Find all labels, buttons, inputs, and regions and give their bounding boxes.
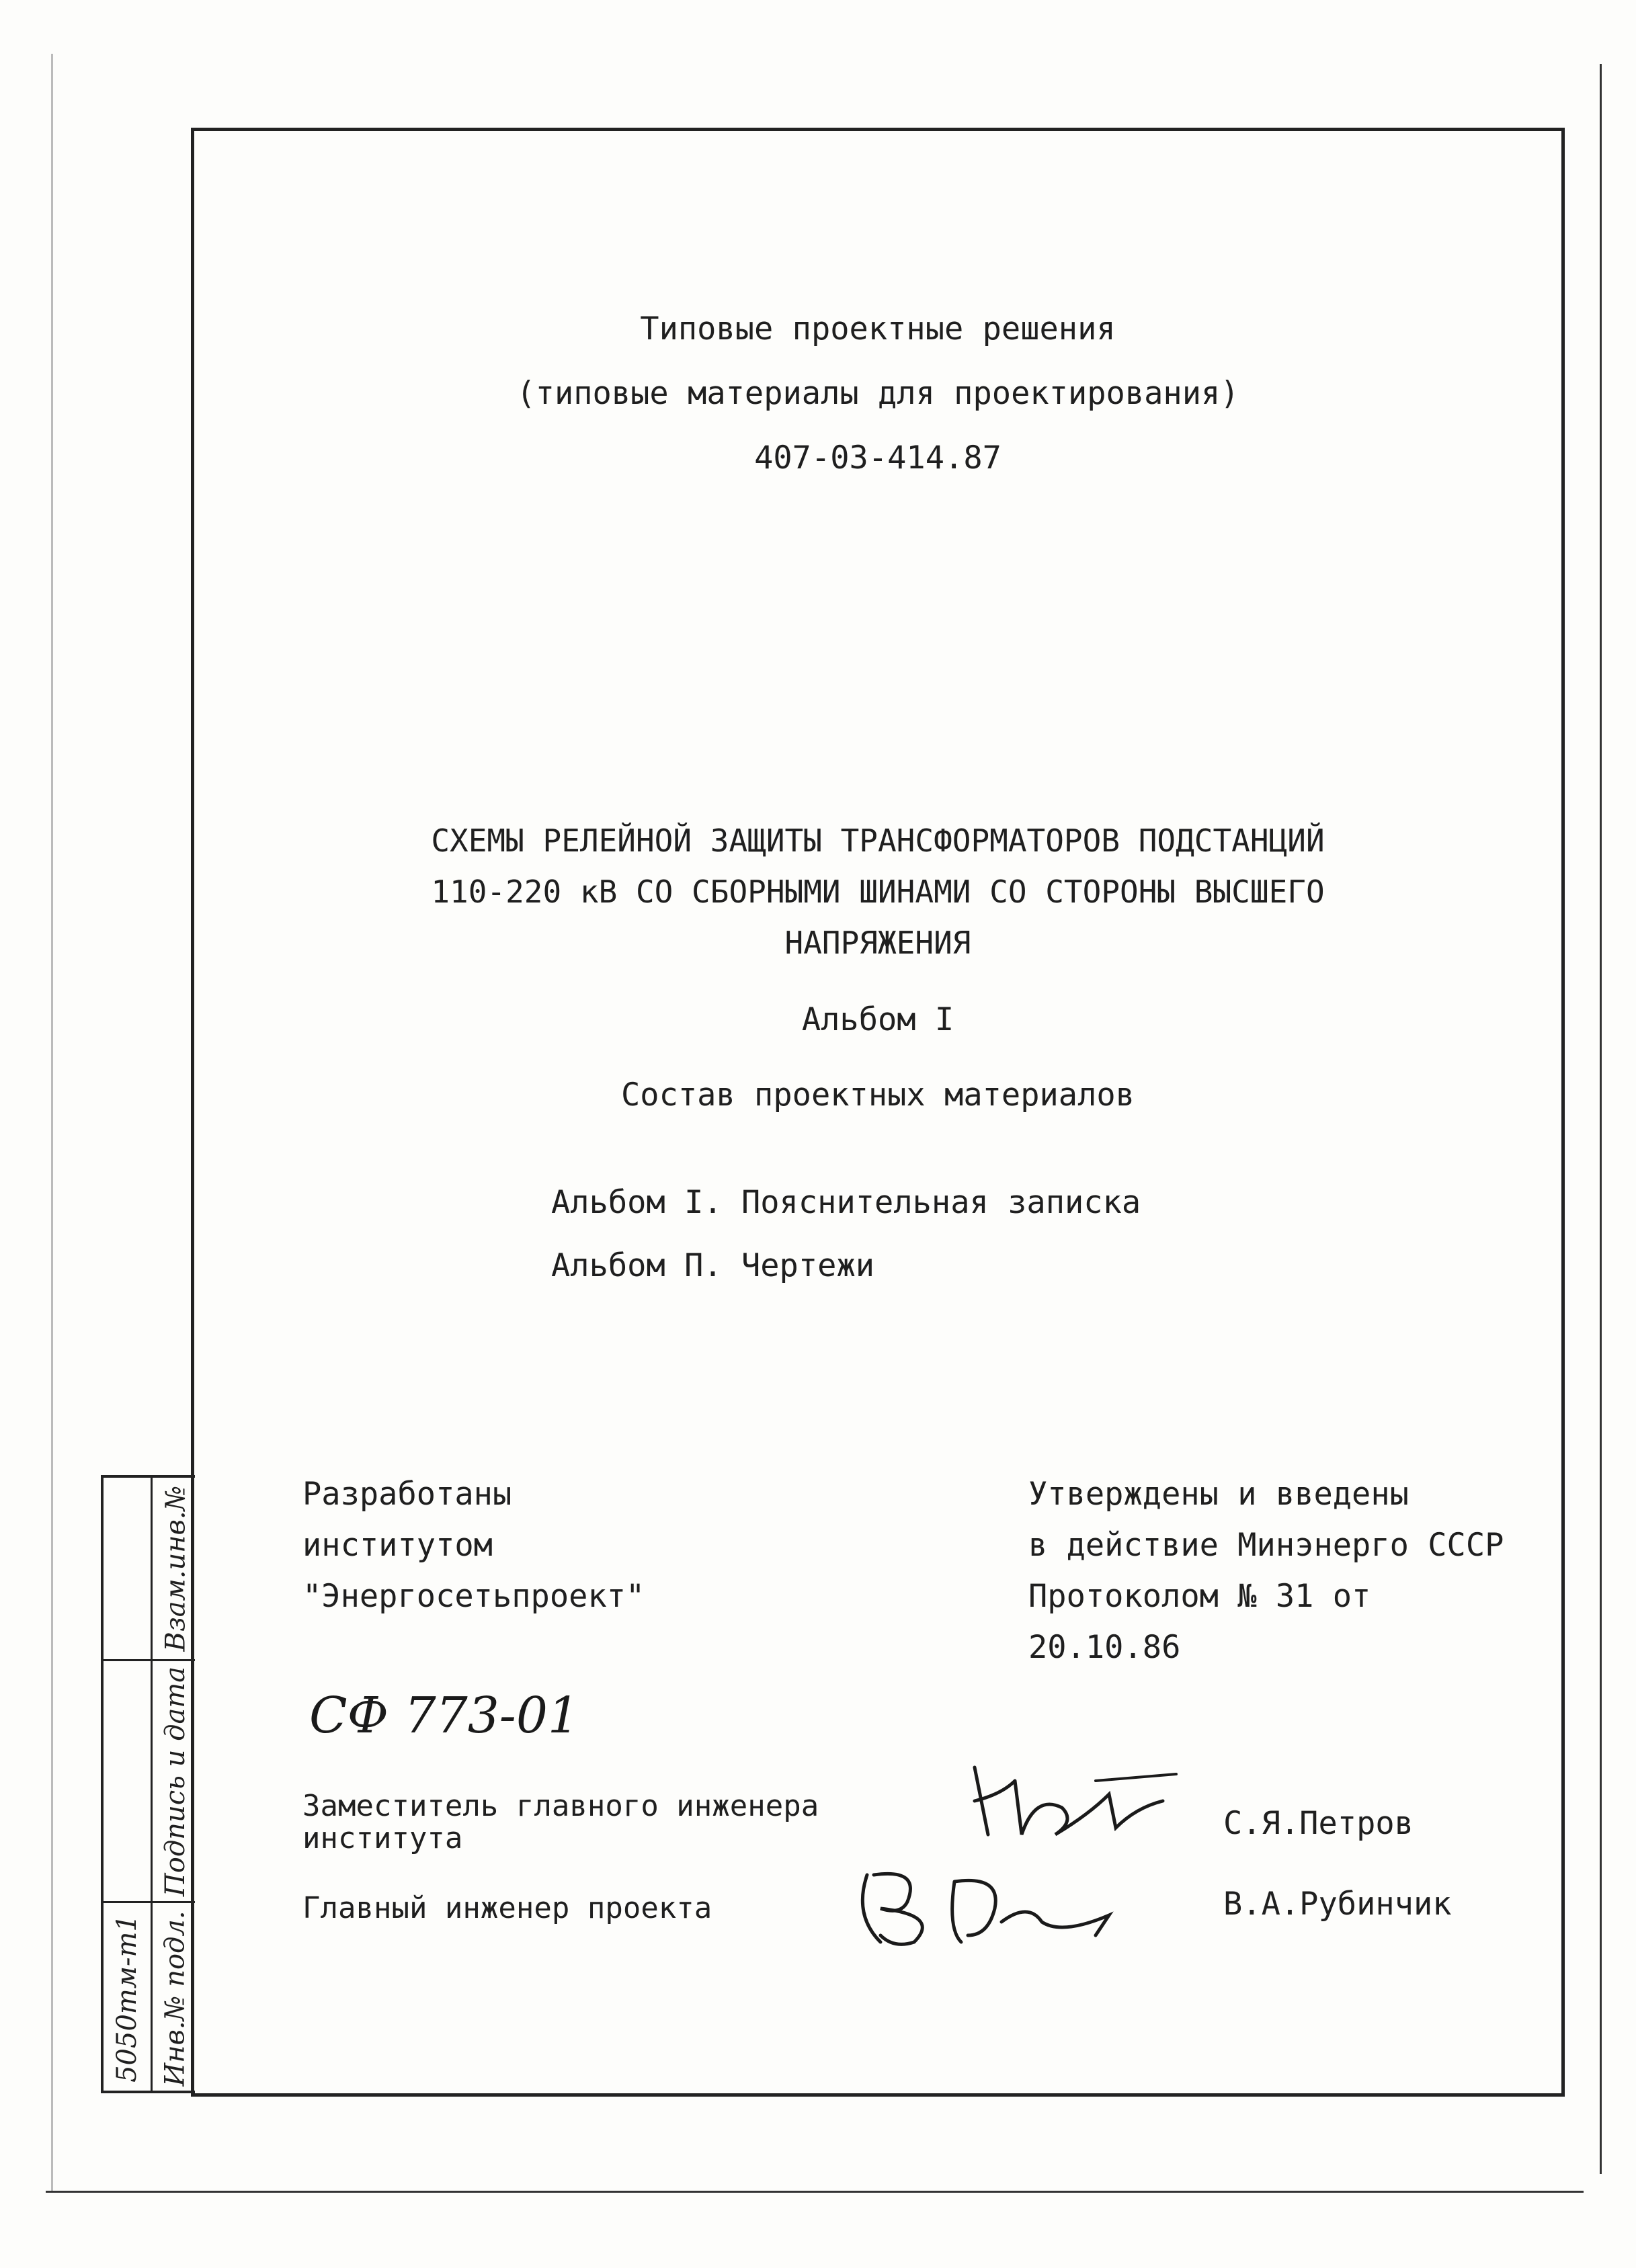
signatory-1-name: С.Я.Петров xyxy=(1223,1805,1414,1842)
approved-line-3: Протоколом № 31 от xyxy=(1028,1578,1371,1615)
title-line-2: 110-220 кВ СО СБОРНЫМИ ШИНАМИ СО СТОРОНЫ ВЫСШЕГО xyxy=(431,874,1325,910)
title-line-3: НАПРЯЖЕНИЯ xyxy=(784,925,971,961)
header-line-1: Типовые проектные решения xyxy=(640,310,1116,347)
composition-heading: Состав проектных материалов xyxy=(620,1077,1135,1114)
signatory-1-role: Заместитель главного инженера xyxy=(302,1789,819,1823)
developed-line-3: "Энергосетьпроект" xyxy=(302,1578,645,1615)
approved-line-1: Утверждены и введены xyxy=(1028,1476,1409,1513)
stamp-cell-replacement: Взам.инв.№ xyxy=(160,1485,191,1652)
document-code: 407-03-414.87 xyxy=(754,439,1001,476)
signature-1-image xyxy=(961,1754,1183,1855)
developed-line-1: Разработаны xyxy=(302,1476,512,1513)
handwritten-code: СФ 773-01 xyxy=(309,1687,579,1745)
composition-item-1: Альбом I. Пояснительная записка xyxy=(551,1184,1141,1221)
outer-border-right xyxy=(1600,64,1602,2174)
stamp-cell-signature-date: Подпись и дата xyxy=(160,1666,191,1897)
developed-line-2: институтом xyxy=(302,1527,493,1564)
stamp-inventory-value: 5050тм-т1 xyxy=(112,1915,143,2083)
approved-line-2: в действие Минэнерго СССР xyxy=(1028,1527,1504,1564)
stamp-cell-inventory: Инв.№ подл. xyxy=(160,1910,192,2087)
header-line-2: (типовые материалы для проектирования) xyxy=(516,375,1239,412)
signatory-2-role: Главный инженер проекта xyxy=(302,1891,712,1925)
signatory-1-role-2: института xyxy=(302,1821,463,1855)
signature-2-image xyxy=(840,1855,1122,1956)
title-line-1: СХЕМЫ РЕЛЕЙНОЙ ЗАЩИТЫ ТРАНСФОРМАТОРОВ ПОДСТАНЦИЙ xyxy=(431,823,1325,859)
outer-border-bottom xyxy=(46,2191,1584,2193)
scan-left-edge xyxy=(51,54,53,2191)
composition-item-2: Альбом П. Чертежи xyxy=(551,1247,875,1284)
signatory-2-name: В.А.Рубинчик xyxy=(1223,1886,1452,1923)
album-number: Альбом I xyxy=(801,1001,954,1038)
side-stamp xyxy=(101,1475,195,2093)
approved-date: 20.10.86 xyxy=(1028,1629,1181,1666)
